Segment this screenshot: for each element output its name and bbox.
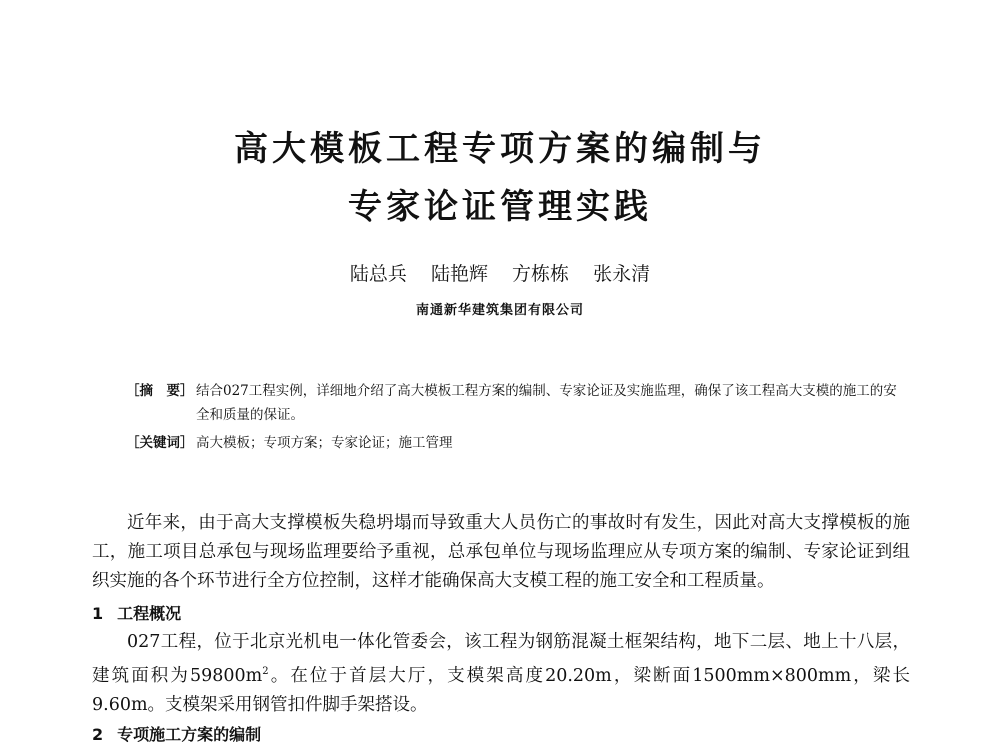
paper-title-line-2: 专家论证管理实践 (348, 187, 652, 227)
section-title: 专项施工方案的编制 (117, 725, 262, 744)
paper-title-line-1: 高大模板工程专项方案的编制与 (234, 129, 766, 169)
section-number: 1 (92, 604, 104, 623)
section-1-text-part-2: 。在位于首层大厅，支模架高度20.20m，梁断面1500mm×800mm，梁长9.60m。支模架采用钢管扣件脚手架搭设。 (92, 665, 911, 715)
intro-paragraph: 近年来，由于高大支撑模板失稳坍塌而导致重大人员伤亡的事故时有发生，因此对高大支撑模板的施工，施工项目总承包与现场监理要给予重视，总承包单位与现场监理应从专项方案的编制、专家论证到组织实施的各个环节进行全方位控制，这样才能确保高大支模工程的施工安全和工程质量。 (92, 513, 910, 591)
area-unit-superscript: 2 (262, 666, 269, 677)
author-name: 张永清 (593, 263, 651, 285)
author-affiliation: 南通新华建筑集团有限公司 (415, 303, 584, 318)
section-1-text-part-1: 027工程，位于北京光机电一体化管委会，该工程为钢筋混凝土框架结构，地下二层、地上十八层，建筑面积为59800m (92, 632, 910, 686)
section-title: 工程概况 (117, 604, 182, 623)
author-name: 方栋栋 (512, 263, 570, 285)
keywords-block (126, 431, 926, 455)
abstract-label: ［摘 要］ (126, 383, 194, 399)
section-1-paragraph (92, 628, 910, 720)
abstract-text: 结合027工程实例，详细地介绍了高大模板工程方案的编制、专家论证及实施监理，确保了该工程高大支模的施工的安全和质量的保证。 (196, 383, 897, 423)
author-name: 陆总兵 (349, 263, 407, 285)
keywords-text: 高大模板；专项方案；专家论证；施工管理 (196, 435, 453, 451)
section-heading-1 (92, 606, 181, 622)
section-number: 2 (92, 725, 104, 744)
author-list (0, 265, 1000, 284)
abstract-block (126, 379, 926, 427)
author-name: 陆艳辉 (430, 263, 488, 285)
section-heading-2 (92, 727, 261, 743)
keywords-label: ［关键词］ (126, 435, 194, 451)
